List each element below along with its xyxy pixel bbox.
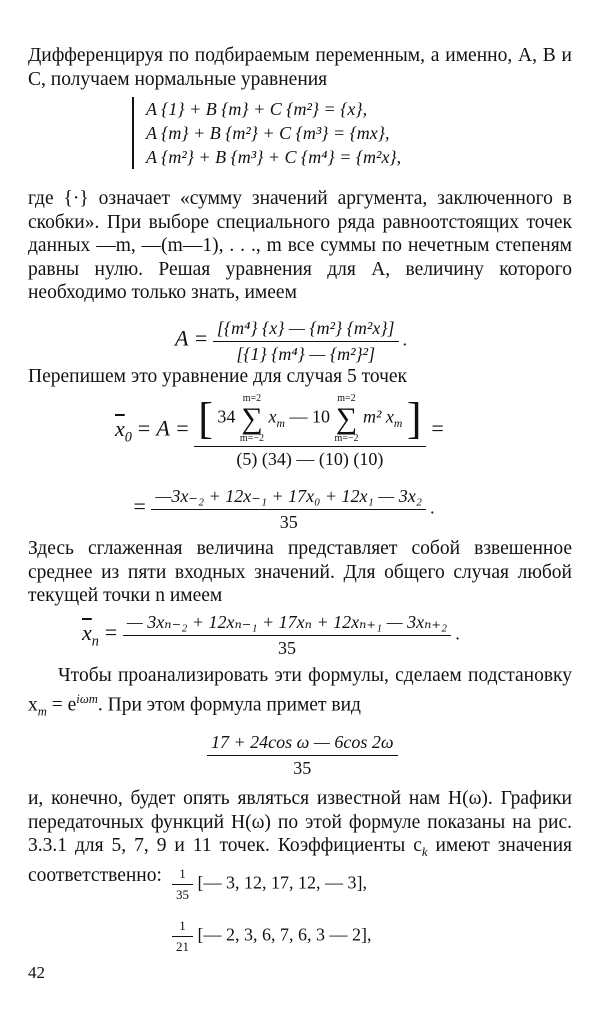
x0-denominator: (5) (34) — (10) (10) — [236, 449, 384, 469]
h-numerator: 17 + 24cos ω — 6cos 2ω — [207, 732, 398, 756]
paragraph-normal-equations-intro: Дифференцируя по подбираемым переменным, а именно, A, B и C, получаем нормальные уравнения — [28, 45, 572, 90]
sum-symbol-2: m=2 ∑ m=−2 — [334, 392, 359, 444]
equation-x0-weighted: = $\frac{\text{—3x₋₂ + 12x₋₁ + 17x₀ + 12x₁ — 3x₂}}{35}$ . — [132, 486, 436, 532]
paragraph-transfer-graphs: и, конечно, будет опять являться известной нам H(ω). Графики передаточных функций H(ω) по этой формуле показаны на рис. 3.3.1 для 5, 7, 9 и 11 точек. Коэффициенты $c_k$ имеют значения соответственно: — [28, 788, 573, 887]
paragraph-sum-notation: где {·} означает «сумму значений аргумента, заключенного в скобки». При выборе специального ряда равноотстоящих точек данных —m, —(m—1), . . ., m все суммы по нечетным степеням равны нулю. Решая уравнения для A, величину которого необходимо только знать, имеем — [28, 188, 572, 303]
c1-numerator: 1 — [172, 866, 193, 885]
equation-line-2: A {m} + B {m²} + C {m³} = {mx}, — [146, 123, 390, 143]
h-denominator: 35 — [293, 758, 312, 778]
equation-line-3: A {m²} + B {m³} + C {m⁴} = {m²x}, — [146, 147, 402, 167]
sum-symbol-1: m=2 ∑ m=−2 — [239, 392, 264, 444]
c1-denominator: 35 — [176, 887, 189, 902]
a-numerator: [{m⁴} {x} — {m²} {m²x}] — [213, 318, 399, 342]
c2-values: [— 2, 3, 6, 7, 6, 3 — 2], — [197, 924, 372, 945]
equation-line-1: A {1} + B {m} + C {m²} = {x}, — [146, 99, 368, 119]
coefficients-five-point — [172, 866, 367, 903]
equation-xn-general: $\overline{x}_n$ = $\frac{\text{— 3xₙ₋₂ + 12xₙ₋₁ + 17xₙ + 12xₙ₊₁ — 3xₙ₊₂}}{35}$ . — [82, 612, 461, 658]
x0-fraction — [194, 393, 425, 470]
xn-fraction — [123, 612, 451, 659]
a-fraction — [213, 318, 399, 365]
x0-trailing-equals: = — [430, 415, 445, 441]
c2-denominator: 21 — [176, 939, 189, 954]
coefficients-seven-point — [172, 918, 372, 955]
normal-equations-system — [132, 97, 401, 169]
xn-symbol: $\overline{x}_n$ — [82, 619, 99, 650]
xn-denominator: 35 — [277, 638, 296, 658]
c1-fraction — [172, 866, 193, 903]
page-number: 42 — [28, 963, 45, 982]
coef-34: 34 — [217, 406, 236, 427]
x0-symbol: $\overline{x}_0$ — [115, 415, 132, 446]
x0b-fraction — [151, 486, 426, 533]
x0b-equals: = — [132, 493, 147, 519]
c1-values: [— 3, 12, 17, 12, — 3], — [197, 872, 367, 893]
xn-numerator: — 3xₙ₋₂ + 12xₙ₋₁ + 17xₙ + 12xₙ₊₁ — 3xₙ₊₂ — [123, 612, 451, 636]
paragraph-substitution: Чтобы проанализировать эти формулы, сделаем подстановку $x_m = e^{i\omega m}$. При этом формула примет вид — [28, 665, 572, 718]
x0-numerator: [ 34 m=2 ∑ m=−2 $x_m$ — 10 m=2 ∑ m=−2 m² $x_m$ ] — [194, 393, 425, 447]
h-fraction — [207, 732, 398, 779]
c2-numerator: 1 — [172, 918, 193, 937]
equation-x0-sums — [115, 393, 445, 470]
x0b-denominator: 35 — [279, 512, 298, 532]
a-denominator: [{1} {m⁴} — {m²}²] — [236, 344, 376, 364]
paragraph-weighted-average: Здесь сглаженная величина представляет собой взвешенное среднее из пяти входных значений. Для общего случая любой текущей точки n имеем — [28, 538, 572, 606]
x0b-numerator: —3x₋₂ + 12x₋₁ + 17x₀ + 12x₁ — 3x₂ — [151, 486, 426, 510]
paragraph-five-points: Перепишем это уравнение для случая 5 точек — [28, 366, 408, 387]
equation-transfer-function — [207, 732, 398, 779]
minus-10: — 10 — [289, 406, 330, 427]
xn-equals: = — [103, 619, 119, 645]
a-lhs: A = — [175, 325, 209, 351]
c2-fraction — [172, 918, 193, 955]
equation-a-solution: A = $\frac{\text{[\{m⁴\} \{x\} — \{m²\} \{m²x\}]}}{\text{[\{1\} \{m⁴\} — \{m²\}²]}}$ . — [175, 318, 408, 364]
x0-equals-a: = A = — [136, 415, 190, 441]
